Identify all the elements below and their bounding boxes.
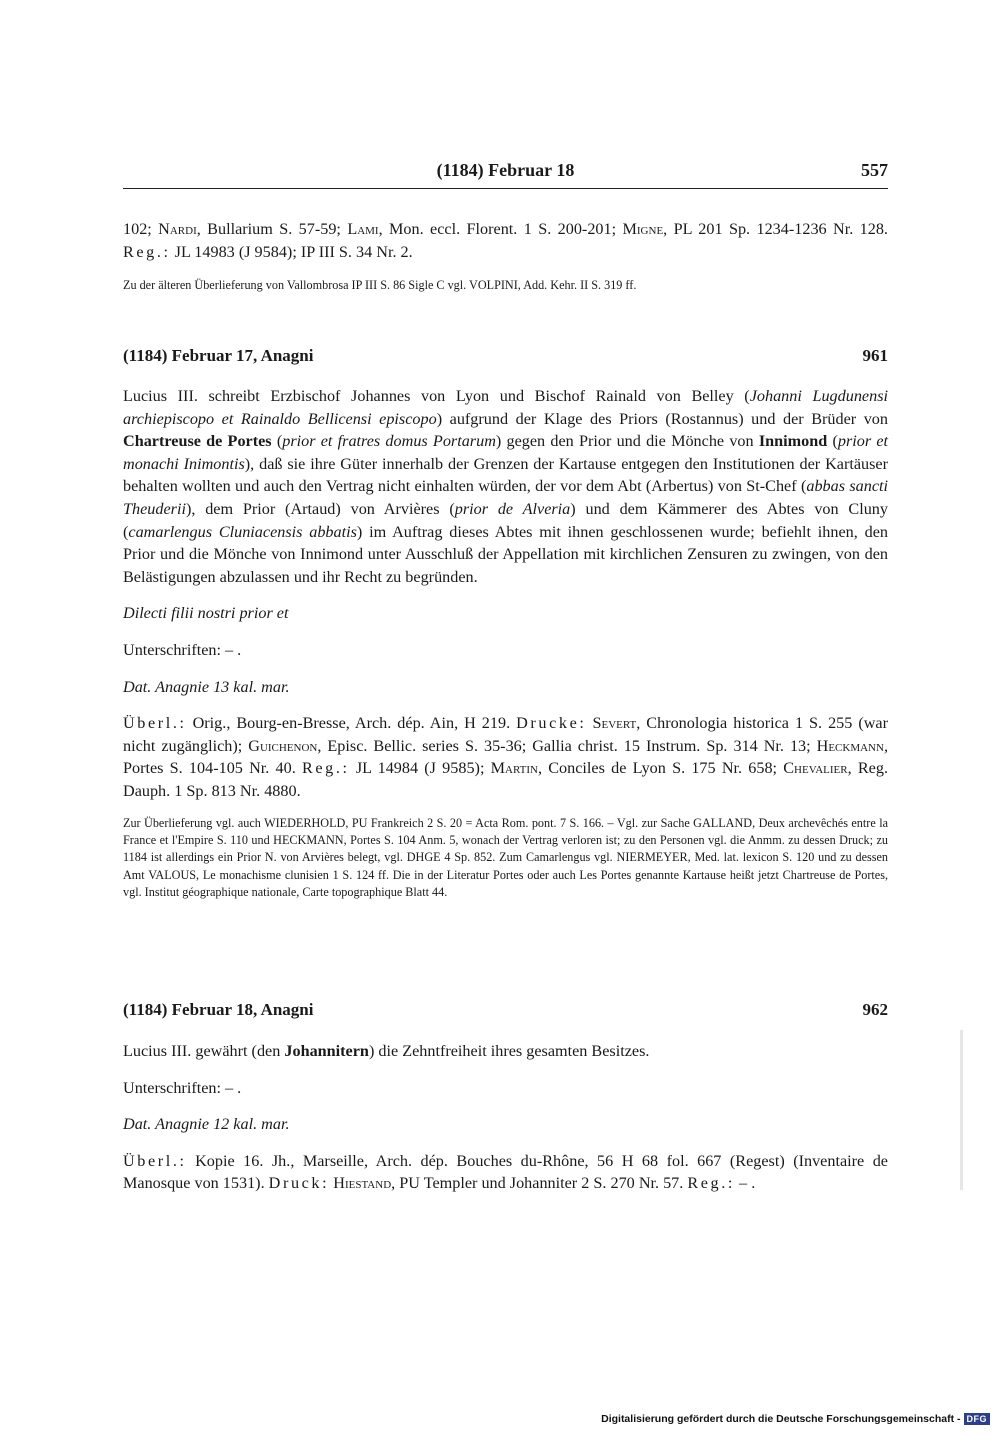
- continuation-prints: 102; Nardi, Bullarium S. 57-59; Lami, Mon. eccl. Florent. 1 S. 200-201; Migne, PL 201 Sp. 1234-1236 Nr. 128. Reg.: JL 14983 (J 9584); IP III S. 34 Nr. 2.: [123, 220, 888, 261]
- doc-961-date: (1184) Februar 17, Anagni: [123, 346, 314, 365]
- continuation-block: [123, 218, 888, 295]
- header-rule: [123, 188, 888, 189]
- doc-961-dating: Dat. Anagnie 13 kal. mar.: [123, 677, 290, 696]
- continuation-note: Zu der älteren Überlieferung von Vallombrosa IP III S. 86 Sigle C vgl. VOLPINI, Add. Kehr. II S. 319 ff.: [123, 278, 637, 293]
- doc-961-heading: [123, 346, 888, 366]
- doc-962-body: [123, 1040, 888, 1195]
- doc-962-subscriptions: Unterschriften: – .: [123, 1078, 242, 1097]
- doc-961-incipit: Dilecti filii nostri prior et: [123, 604, 289, 623]
- doc-962-dating: Dat. Anagnie 12 kal. mar.: [123, 1115, 290, 1134]
- doc-961-regest: Lucius III. schreibt Erzbischof Johannes von Lyon und Bischof Rainald von Belley (Johanni Lugdunensi archiepiscopo et Rainaldo Bellicensi episcopo) aufgrund der Klage des Priors (Rostannus) und der Brüder von Chartreuse de Portes (prior et fratres domus Portarum) gegen den Prior und die Mönche von Innimond (prior et monachi Inimontis), daß sie ihre Güter innerhalb der Grenzen der Kartause entgegen den Institutionen der Kartäuser behalten wollten und auch den Vertrag nicht einhalten würden, der vor dem Abt (Arbertus) von St-Chef (abbas sancti Theuderii), dem Prior (Artaud) von Arvières (prior de Alveria) und dem Kämmerer des Abtes von Cluny (camarlengus Cluniacensis abbatis) im Auftrag dieses Abtes mit ihnen geschlossenen wurde; befiehlt ihnen, den Prior und die Mönche von Innimond unter Ausschluß der Appellation mit kirchlichen Zensuren zu zwingen, von den Belästigungen abzulassen und ihr Recht zu begründen.: [123, 387, 889, 586]
- doc-961-body: [123, 385, 888, 902]
- footer-credit: [601, 1413, 990, 1425]
- doc-962-number: 962: [862, 1000, 888, 1019]
- page-number: 557: [861, 160, 888, 180]
- doc-962-date: (1184) Februar 18, Anagni: [123, 1000, 314, 1019]
- doc-962-heading: [123, 1000, 888, 1020]
- doc-961-note: Zur Überlieferung vgl. auch WIEDERHOLD, PU Frankreich 2 S. 20 = Acta Rom. pont. 7 S. 166. – Vgl. zur Sache GALLAND, Deux archevêchés entre la France et l'Empire S. 110 und HECKMANN, Portes S. 104 Anm. 5, wonach der Vertrag verloren ist; zu den Personen vgl. die Anmm. zu dessen Druck; zu 1184 ist allerdings ein Prior N. von Arvières belegt, vgl. DHGE 4 Sp. 852. Zum Camarlengus vgl. NIERMEYER, Med. lat. lexicon S. 120 und zu dessen Amt VALOUS, Le monachisme clunisien 1 S. 124 ff. Die in der Literatur Portes oder auch Les Portes genannte Kartause heißt jetzt Chartreuse de Portes, vgl. Institut géographique nationale, Carte topographique Blatt 44.: [123, 815, 888, 900]
- footer-text: Digitalisierung gefördert durch die Deutsche Forschungsgemeinschaft -: [601, 1413, 961, 1425]
- doc-962-tradition: Überl.: Kopie 16. Jh., Marseille, Arch. dép. Bouches du-Rhône, 56 H 68 fol. 667 (Regest) (Inventaire de Manosque von 1531). Druck: Hiestand, PU Templer und Johanniter 2 S. 270 Nr. 57. Reg.: – .: [123, 1151, 888, 1193]
- running-title: (1184) Februar 18: [436, 160, 575, 180]
- doc-961-tradition: Überl.: Orig., Bourg-en-Bresse, Arch. dép. Ain, H 219. Drucke: Severt, Chronologia historica 1 S. 255 (war nicht zugänglich); Guichenon, Episc. Bellic. series S. 35-36; Gallia christ. 15 Instrum. Sp. 314 Nr. 13; Heckmann, Portes S. 104-105 Nr. 40. Reg.: JL 14984 (J 9585); Martin, Conciles de Lyon S. 175 Nr. 658; Chevalier, Reg. Dauph. 1 Sp. 813 Nr. 4880.: [123, 714, 889, 800]
- page-header: [123, 160, 888, 186]
- dfg-logo: DFG: [964, 1413, 991, 1425]
- doc-961-number: 961: [862, 346, 888, 365]
- scan-edge-mark: [960, 1030, 963, 1190]
- doc-962-regest: Lucius III. gewährt (den Johannitern) die Zehntfreiheit ihres gesamten Besitzes.: [123, 1042, 650, 1060]
- doc-961-subscriptions: Unterschriften: – .: [123, 640, 242, 659]
